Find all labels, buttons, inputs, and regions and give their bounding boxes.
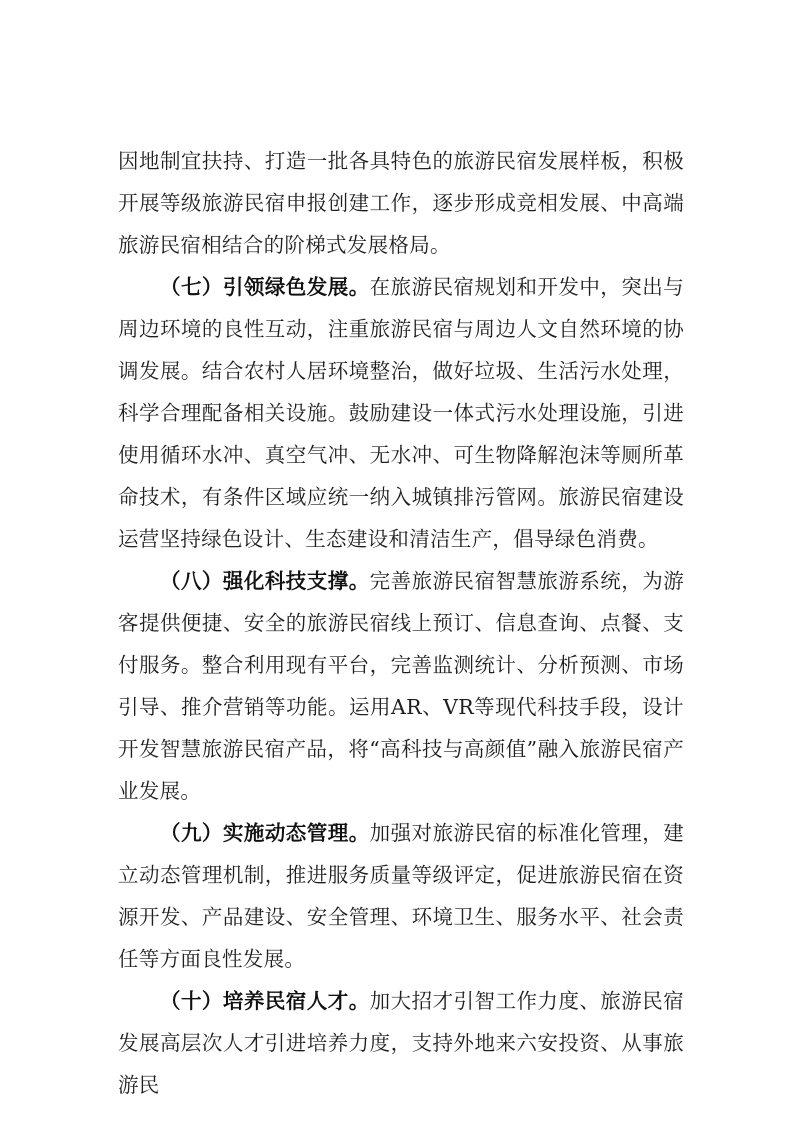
- section-heading: （九）实施动态管理。: [160, 821, 370, 845]
- paragraph-text: 在旅游民宿规划和开发中，突出与周边环境的良性互动，注重旅游民宿与周边人文自然环境的协调发展。结合农村人居环境整治，做好垃圾、生活污水处理，科学合理配备相关设施。鼓励建设一体式污水处理设施，引进使用循环水冲、真空气冲、无水冲、可生物降解泡沫等厕所革命技术，有条件区域应统一纳入城镇排污管网。旅游民宿建设运营坚持绿色设计、生态建设和清洁生产，倡导绿色消费。: [118, 275, 685, 551]
- paragraph-continuation: [118, 140, 684, 266]
- paragraph-text: 加大招才引智工作力度、旅游民宿发展高层次人才引进培养力度，支持外地来六安投资、从事旅游民: [118, 989, 685, 1097]
- section-ten-talent-cultivation: [118, 980, 684, 1106]
- section-heading: （七）引领绿色发展。: [160, 275, 370, 299]
- section-seven-green-development: [118, 266, 684, 560]
- section-nine-dynamic-management: [118, 812, 684, 980]
- section-heading: （十）培养民宿人才。: [160, 989, 370, 1013]
- paragraph-text: 因地制宜扶持、打造一批各具特色的旅游民宿发展样板，积极开展等级旅游民宿申报创建工作，逐步形成竞相发展、中高端旅游民宿相结合的阶梯式发展格局。: [118, 149, 684, 257]
- paragraph-text: 完善旅游民宿智慧旅游系统，为游客提供便捷、安全的旅游民宿线上预订、信息查询、点餐、支付服务。整合利用现有平台，完善监测统计、分析预测、市场引导、推介营销等功能。运用AR、VR等现代科技手段，设计开发智慧旅游民宿产品，将“高科技与高颜值”融入旅游民宿产业发展。: [118, 569, 685, 803]
- paragraph-text: 加强对旅游民宿的标准化管理，建立动态管理机制，推进服务质量等级评定，促进旅游民宿在资源开发、产品建设、安全管理、环境卫生、服务水平、社会责任等方面良性发展。: [118, 821, 685, 971]
- section-eight-technology-support: [118, 560, 684, 812]
- section-heading: （八）强化科技支撑。: [160, 569, 370, 593]
